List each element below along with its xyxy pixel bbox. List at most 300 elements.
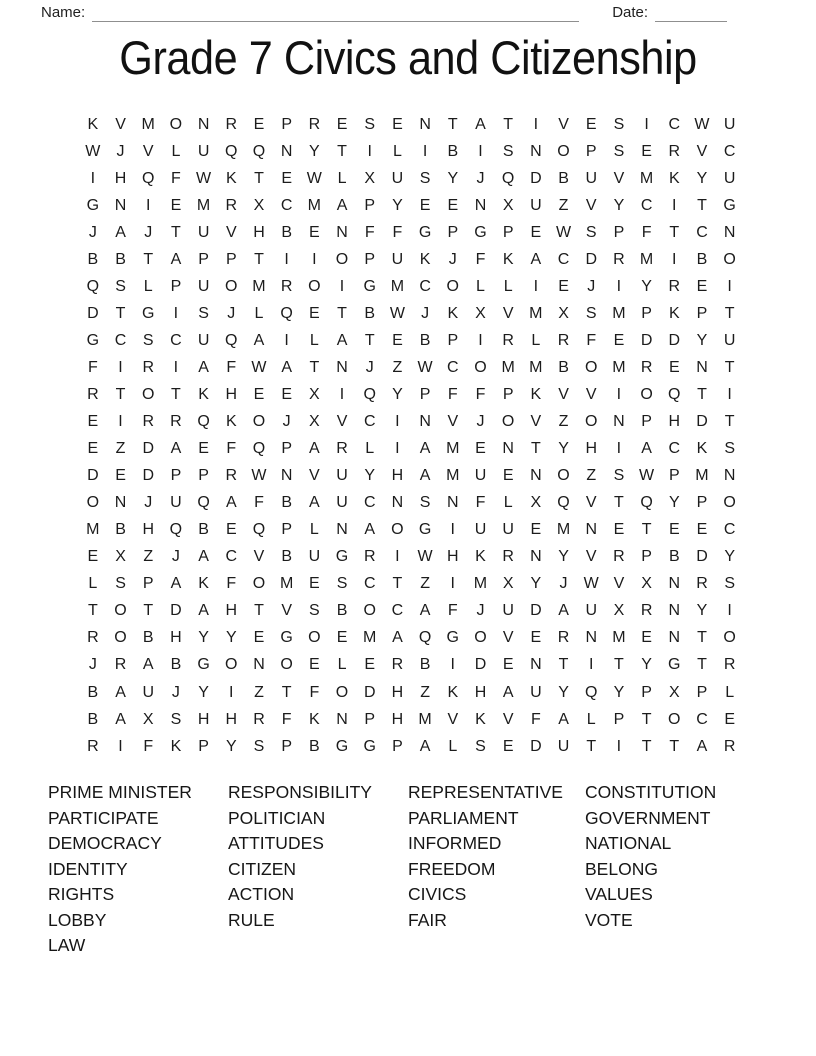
grid-cell: E	[198, 440, 209, 458]
grid-cell: T	[171, 223, 181, 241]
grid-cell: C	[723, 521, 736, 539]
grid-cell: V	[585, 548, 597, 566]
grid-cell: T	[254, 250, 264, 268]
grid-cell: S	[309, 602, 320, 620]
grid-cell: H	[253, 223, 265, 241]
grid-cell: P	[364, 196, 376, 214]
grid-cell: E	[447, 196, 459, 214]
grid-cell: M	[639, 169, 654, 187]
grid-cell: E	[613, 521, 625, 539]
grid-cell: B	[281, 223, 292, 241]
grid-cell: H	[391, 710, 404, 728]
grid-cell: U	[197, 223, 210, 241]
grid-cell: A	[170, 575, 182, 593]
grid-cell: V	[502, 710, 514, 728]
word-list-item: RIGHTS	[48, 884, 115, 904]
grid-cell: J	[88, 223, 97, 241]
grid-cell: I	[339, 277, 345, 295]
grid-cell: Y	[309, 142, 320, 160]
grid-cell: Q	[169, 521, 183, 539]
grid-cell: R	[613, 250, 625, 268]
grid-cell: M	[141, 115, 155, 133]
grid-cell: B	[87, 250, 99, 268]
grid-cell: N	[280, 142, 293, 160]
grid-cell: G	[280, 629, 293, 647]
grid-cell: O	[557, 142, 570, 160]
grid-cell: E	[724, 710, 735, 728]
grid-cell: T	[641, 521, 652, 539]
word-list-item: LOBBY	[48, 909, 107, 930]
grid-cell: V	[502, 629, 514, 647]
word-list-item: CONSTITUTION	[585, 782, 717, 802]
grid-cell: T	[337, 142, 347, 160]
grid-cell: I	[367, 142, 372, 160]
grid-cell: E	[336, 115, 348, 133]
grid-cell: T	[503, 115, 514, 133]
grid-cell: E	[253, 629, 265, 647]
grid-cell: E	[530, 629, 542, 647]
grid-cell: P	[364, 710, 376, 728]
grid-cell: D	[87, 467, 99, 485]
grid-cell: T	[392, 575, 403, 593]
grid-cell: D	[142, 467, 154, 485]
grid-cell: X	[309, 413, 320, 431]
grid-cell: J	[144, 223, 153, 241]
grid-cell: H	[142, 521, 154, 539]
grid-cell: B	[198, 521, 209, 539]
grid-cell: S	[724, 575, 735, 593]
grid-cell: T	[641, 737, 652, 755]
grid-cell: S	[115, 575, 126, 593]
grid-cell: P	[502, 223, 514, 241]
grid-cell: C	[363, 575, 376, 593]
grid-cell: R	[557, 629, 570, 647]
grid-cell: K	[530, 385, 542, 403]
grid-cell: R	[253, 710, 265, 728]
grid-cell: R	[225, 115, 238, 133]
grid-cell: T	[586, 737, 597, 755]
grid-cell: V	[613, 575, 625, 593]
grid-cell: T	[309, 358, 320, 376]
grid-cell: K	[225, 169, 237, 187]
grid-cell: D	[668, 331, 681, 349]
grid-cell: K	[447, 304, 459, 322]
grid-cell: E	[309, 656, 320, 674]
grid-cell: E	[641, 142, 652, 160]
grid-cell: E	[558, 277, 569, 295]
grid-cell: L	[392, 142, 402, 160]
grid-cell: N	[530, 142, 542, 160]
grid-cell: U	[723, 169, 736, 187]
grid-cell: P	[364, 250, 376, 268]
grid-cell: P	[696, 494, 708, 512]
grid-cell: W	[417, 548, 433, 566]
grid-cell: D	[530, 602, 542, 620]
grid-cell: Y	[724, 548, 735, 566]
grid-cell: G	[335, 548, 349, 566]
grid-cell: P	[225, 250, 237, 268]
grid-cell: N	[723, 467, 736, 485]
grid-cell: E	[502, 656, 514, 674]
date-label: Date:	[612, 4, 649, 21]
grid-cell: T	[447, 115, 458, 133]
grid-cell: N	[530, 656, 542, 674]
grid-cell: L	[365, 440, 375, 458]
grid-cell: B	[558, 358, 569, 376]
word-list-item: LAW	[48, 935, 86, 955]
word-list-item: ATTITUDES	[228, 833, 324, 853]
grid-cell: B	[419, 656, 431, 674]
grid-cell: U	[170, 494, 182, 512]
grid-cell: E	[253, 115, 265, 133]
grid-cell: Y	[392, 385, 403, 403]
grid-cell: K	[475, 710, 486, 728]
grid-cell: X	[309, 385, 320, 403]
grid-cell: G	[668, 656, 681, 674]
grid-cell: I	[173, 358, 179, 376]
grid-cell: K	[170, 737, 182, 755]
grid-cell: Y	[641, 277, 652, 295]
grid-cell: I	[118, 413, 123, 431]
grid-cell: W	[85, 142, 101, 160]
word-list-item: DEMOCRACY	[48, 833, 162, 853]
word-list-item: PARLIAMENT	[408, 807, 519, 828]
word-list-item: FAIR	[408, 909, 447, 930]
grid-cell: M	[446, 440, 460, 458]
grid-cell: A	[502, 683, 514, 701]
grid-cell: X	[253, 196, 265, 214]
grid-cell: T	[614, 656, 624, 674]
word-list-column	[585, 780, 716, 959]
grid-cell: M	[363, 629, 377, 647]
word-list-item: PARTICIPATE	[48, 807, 159, 828]
grid-cell: Z	[558, 196, 569, 214]
grid-cell: E	[309, 223, 320, 241]
grid-cell: O	[501, 413, 515, 431]
grid-cell: R	[308, 115, 321, 133]
grid-cell: I	[145, 196, 151, 214]
grid-cell: M	[446, 467, 460, 485]
grid-cell: U	[530, 196, 542, 214]
word-search-grid	[79, 111, 744, 760]
grid-cell: W	[251, 467, 267, 485]
grid-cell: T	[530, 440, 541, 458]
grid-cell: S	[142, 331, 154, 349]
grid-cell: F	[475, 494, 486, 512]
grid-cell: T	[143, 602, 154, 620]
grid-cell: U	[308, 548, 321, 566]
grid-cell: J	[144, 494, 153, 512]
grid-cell: U	[391, 169, 404, 187]
grid-cell: E	[502, 737, 514, 755]
grid-cell: P	[641, 413, 652, 431]
grid-cell: W	[196, 169, 212, 187]
grid-cell: A	[115, 223, 126, 241]
grid-cell: T	[697, 656, 707, 674]
grid-cell: C	[557, 250, 570, 268]
grid-cell: L	[337, 656, 347, 674]
grid-cell: Y	[225, 737, 237, 755]
grid-cell: Y	[392, 196, 403, 214]
grid-cell: Q	[225, 331, 238, 349]
grid-cell: H	[225, 385, 238, 403]
grid-cell: E	[419, 196, 431, 214]
grid-cell: M	[556, 521, 571, 539]
grid-cell: F	[309, 683, 320, 701]
grid-cell: I	[478, 331, 483, 349]
grid-cell: G	[723, 196, 736, 214]
grid-cell: N	[419, 413, 431, 431]
grid-cell: B	[696, 250, 708, 268]
grid-cell: P	[419, 385, 431, 403]
grid-cell: U	[197, 277, 210, 295]
grid-cell: M	[390, 277, 405, 295]
grid-cell: V	[696, 142, 708, 160]
grid-cell: I	[173, 304, 179, 322]
grid-cell: K	[696, 440, 708, 458]
grid-cell: P	[696, 304, 708, 322]
grid-cell: O	[86, 494, 100, 512]
grid-cell: R	[87, 737, 99, 755]
grid-cell: D	[170, 602, 182, 620]
grid-cell: D	[640, 331, 653, 349]
grid-cell: R	[723, 737, 736, 755]
grid-cell: P	[392, 737, 403, 755]
grid-cell: P	[502, 385, 514, 403]
grid-cell: R	[613, 548, 625, 566]
grid-cell: E	[530, 521, 542, 539]
grid-cell: V	[558, 115, 569, 133]
grid-cell: N	[530, 467, 542, 485]
grid-cell: B	[281, 494, 292, 512]
grid-cell: B	[364, 304, 376, 322]
grid-cell: F	[475, 250, 486, 268]
word-list	[48, 780, 716, 959]
grid-cell: I	[422, 142, 428, 160]
grid-cell: T	[641, 710, 652, 728]
grid-cell: R	[225, 467, 238, 485]
grid-cell: A	[475, 115, 486, 133]
grid-cell: N	[613, 413, 625, 431]
grid-cell: C	[363, 413, 376, 431]
grid-cell: E	[641, 629, 652, 647]
grid-cell: K	[475, 548, 486, 566]
grid-cell: O	[114, 602, 127, 620]
grid-cell: X	[364, 169, 376, 187]
grid-cell: U	[197, 331, 210, 349]
grid-cell: O	[474, 629, 487, 647]
grid-cell: Y	[558, 440, 569, 458]
grid-cell: R	[114, 656, 127, 674]
grid-cell: M	[418, 710, 432, 728]
grid-cell: N	[723, 223, 736, 241]
grid-cell: Z	[143, 548, 154, 566]
grid-cell: F	[143, 737, 154, 755]
grid-cell: B	[87, 683, 99, 701]
word-list-item: CIVICS	[408, 884, 467, 904]
grid-cell: O	[446, 277, 459, 295]
grid-cell: O	[308, 629, 321, 647]
grid-cell: H	[170, 629, 182, 647]
grid-cell: O	[668, 710, 681, 728]
grid-cell: W	[306, 169, 322, 187]
grid-cell: C	[668, 115, 681, 133]
grid-cell: T	[143, 250, 154, 268]
grid-cell: P	[198, 737, 209, 755]
grid-cell: V	[613, 169, 625, 187]
grid-cell: S	[170, 710, 182, 728]
grid-cell: A	[253, 331, 265, 349]
grid-cell: K	[447, 683, 459, 701]
grid-cell: Q	[252, 440, 266, 458]
grid-cell: T	[614, 494, 624, 512]
grid-cell: A	[558, 710, 569, 728]
grid-cell: M	[501, 358, 515, 376]
grid-cell: S	[502, 142, 514, 160]
grid-cell: P	[641, 304, 652, 322]
grid-cell: U	[391, 250, 404, 268]
grid-cell: P	[198, 250, 209, 268]
word-list-item: PRIME MINISTER	[48, 782, 192, 802]
grid-cell: F	[226, 575, 237, 593]
grid-cell: N	[336, 358, 348, 376]
grid-cell: C	[696, 710, 708, 728]
grid-cell: B	[115, 521, 126, 539]
grid-cell: N	[668, 629, 681, 647]
grid-cell: V	[447, 413, 459, 431]
grid-cell: X	[641, 575, 652, 593]
grid-cell: Y	[530, 575, 542, 593]
grid-cell: K	[87, 115, 99, 133]
grid-cell: I	[450, 521, 455, 539]
grid-cell: O	[584, 358, 598, 376]
grid-cell: G	[418, 521, 432, 539]
grid-cell: T	[337, 304, 347, 322]
grid-cell: S	[585, 223, 597, 241]
grid-cell: Y	[696, 169, 708, 187]
word-list-item: IDENTITY	[48, 858, 128, 879]
word-list-column	[48, 780, 228, 959]
date-blank-line	[655, 5, 727, 22]
grid-cell: I	[533, 277, 539, 295]
grid-cell: Q	[252, 521, 266, 539]
grid-cell: E	[696, 277, 708, 295]
grid-cell: P	[281, 521, 292, 539]
grid-cell: Q	[363, 385, 376, 403]
grid-cell: I	[616, 440, 622, 458]
grid-cell: M	[86, 521, 100, 539]
grid-cell: T	[171, 385, 181, 403]
grid-cell: O	[252, 575, 266, 593]
grid-cell: M	[473, 575, 488, 593]
grid-cell: D	[530, 737, 542, 755]
grid-cell: F	[392, 223, 403, 241]
grid-cell: U	[585, 602, 597, 620]
grid-cell: X	[115, 548, 126, 566]
grid-cell: S	[724, 440, 735, 458]
grid-cell: B	[336, 602, 348, 620]
grid-cell: J	[282, 413, 291, 431]
grid-cell: A	[696, 737, 708, 755]
grid-cell: I	[450, 656, 455, 674]
grid-cell: U	[474, 467, 487, 485]
grid-cell: R	[640, 358, 653, 376]
grid-cell: Y	[613, 683, 625, 701]
grid-cell: P	[281, 440, 292, 458]
grid-cell: A	[198, 358, 209, 376]
grid-cell: Q	[668, 385, 681, 403]
grid-cell: G	[197, 656, 210, 674]
grid-cell: W	[417, 358, 433, 376]
grid-cell: S	[475, 737, 486, 755]
grid-cell: X	[558, 304, 569, 322]
grid-cell: J	[116, 142, 125, 160]
grid-cell: P	[281, 115, 292, 133]
grid-cell: F	[475, 385, 486, 403]
grid-cell: A	[115, 683, 126, 701]
grid-cell: L	[171, 142, 181, 160]
grid-cell: T	[724, 413, 735, 431]
grid-cell: A	[170, 440, 182, 458]
grid-cell: X	[502, 575, 514, 593]
grid-cell: T	[254, 169, 264, 187]
grid-cell: F	[226, 358, 237, 376]
grid-cell: P	[170, 467, 182, 485]
grid-cell: L	[503, 494, 513, 512]
grid-cell: O	[225, 656, 238, 674]
grid-cell: G	[86, 196, 100, 214]
grid-cell: K	[668, 169, 680, 187]
grid-cell: E	[115, 467, 126, 485]
grid-cell: X	[475, 304, 486, 322]
grid-cell: C	[225, 548, 238, 566]
grid-cell: T	[87, 602, 98, 620]
grid-cell: D	[585, 250, 597, 268]
grid-cell: V	[115, 115, 126, 133]
grid-cell: M	[307, 196, 321, 214]
grid-cell: N	[696, 358, 708, 376]
grid-cell: U	[336, 494, 348, 512]
grid-cell: I	[118, 737, 123, 755]
grid-cell: O	[335, 250, 349, 268]
grid-cell: J	[365, 358, 374, 376]
grid-cell: S	[613, 142, 625, 160]
grid-cell: V	[281, 602, 292, 620]
grid-cell: L	[725, 683, 735, 701]
grid-cell: R	[640, 602, 653, 620]
grid-cell: O	[723, 250, 736, 268]
word-list-item: RESPONSIBILITY	[228, 782, 372, 802]
grid-cell: W	[389, 304, 405, 322]
grid-cell: R	[557, 331, 570, 349]
grid-cell: Y	[447, 169, 459, 187]
grid-cell: W	[251, 358, 267, 376]
grid-cell: F	[447, 385, 458, 403]
grid-cell: L	[88, 575, 98, 593]
grid-cell: J	[476, 169, 485, 187]
grid-cell: Q	[197, 494, 210, 512]
grid-cell: S	[613, 467, 625, 485]
grid-cell: D	[696, 548, 708, 566]
grid-cell: N	[336, 710, 348, 728]
grid-cell: A	[170, 250, 182, 268]
grid-cell: V	[447, 710, 459, 728]
grid-cell: B	[309, 737, 320, 755]
grid-cell: E	[253, 385, 265, 403]
grid-cell: E	[309, 575, 320, 593]
grid-cell: T	[254, 602, 264, 620]
grid-cell: L	[309, 331, 319, 349]
